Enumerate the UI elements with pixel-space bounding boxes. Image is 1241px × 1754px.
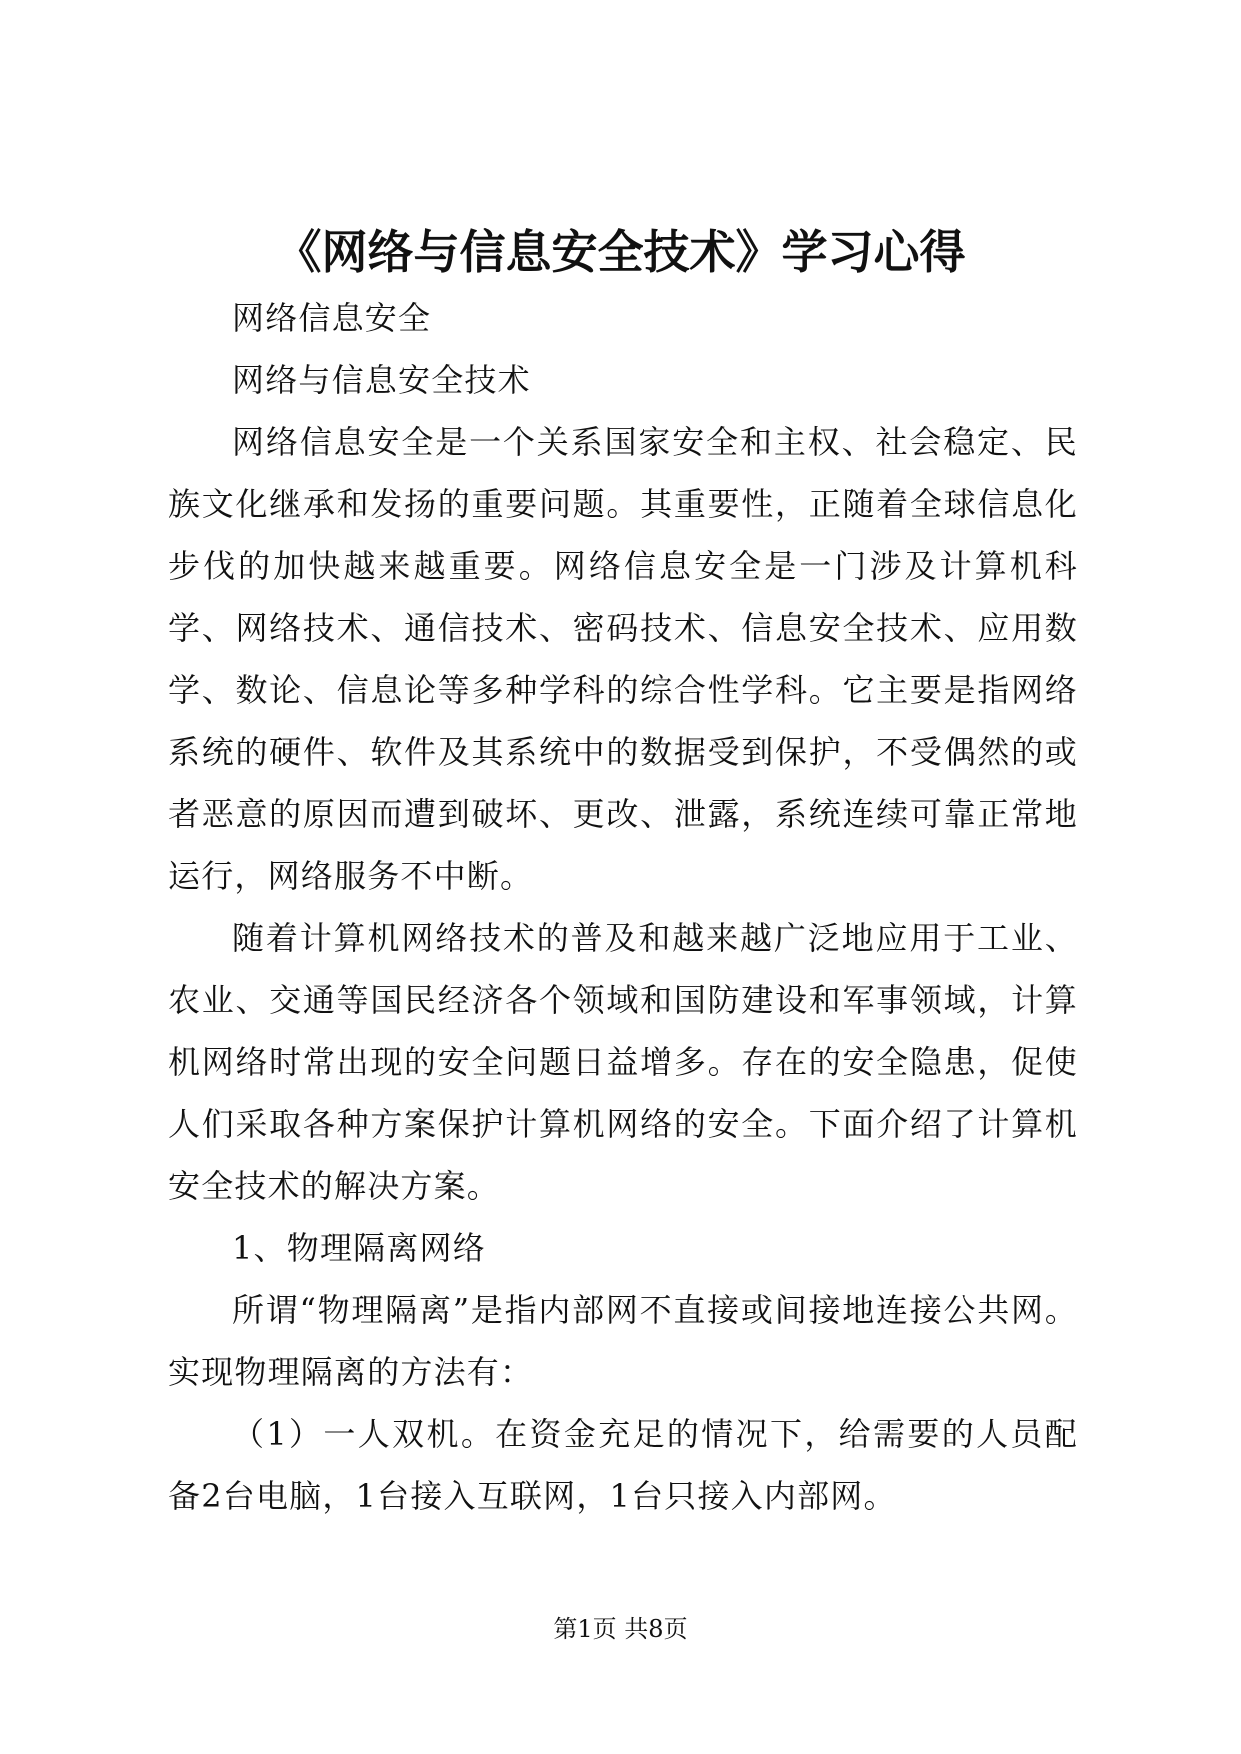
paragraph: 网络信息安全 — [232, 299, 432, 337]
paragraph: 所谓“物理隔离”是指内部网不直接或间接地连接公共网。实现物理隔离的方法有： — [168, 1291, 1078, 1391]
document-title: 《网络与信息安全技术》学习心得 — [275, 225, 966, 279]
paragraph: 随着计算机网络技术的普及和越来越广泛地应用于工业、农业、交通等国民经济各个领域和国防建设和军事领域，计算机网络时常出现的安全问题日益增多。存在的安全隐患，促使人们采取各种方案保护计算机网络的安全。下面介绍了计算机安全技术的解决方案。 — [168, 919, 1078, 1205]
paragraph: （1）一人双机。在资金充足的情况下，给需要的人员配备2台电脑，1台接入互联网，1台只接入内部网。 — [168, 1415, 1078, 1515]
document-body — [168, 287, 1078, 1527]
paragraph: 1、物理隔离网络 — [232, 1229, 486, 1267]
paragraph: 网络信息安全是一个关系国家安全和主权、社会稳定、民族文化继承和发扬的重要问题。其重要性，正随着全球信息化步伐的加快越来越重要。网络信息安全是一门涉及计算机科学、网络技术、通信技术、密码技术、信息安全技术、应用数学、数论、信息论等多种学科的综合性学科。它主要是指网络系统的硬件、软件及其系统中的数据受到保护，不受偶然的或者恶意的原因而遭到破坏、更改、泄露，系统连续可靠正常地运行，网络服务不中断。 — [168, 423, 1078, 895]
paragraph: 网络与信息安全技术 — [232, 361, 531, 399]
page-number-footer: 第1页 共8页 — [553, 1615, 688, 1643]
